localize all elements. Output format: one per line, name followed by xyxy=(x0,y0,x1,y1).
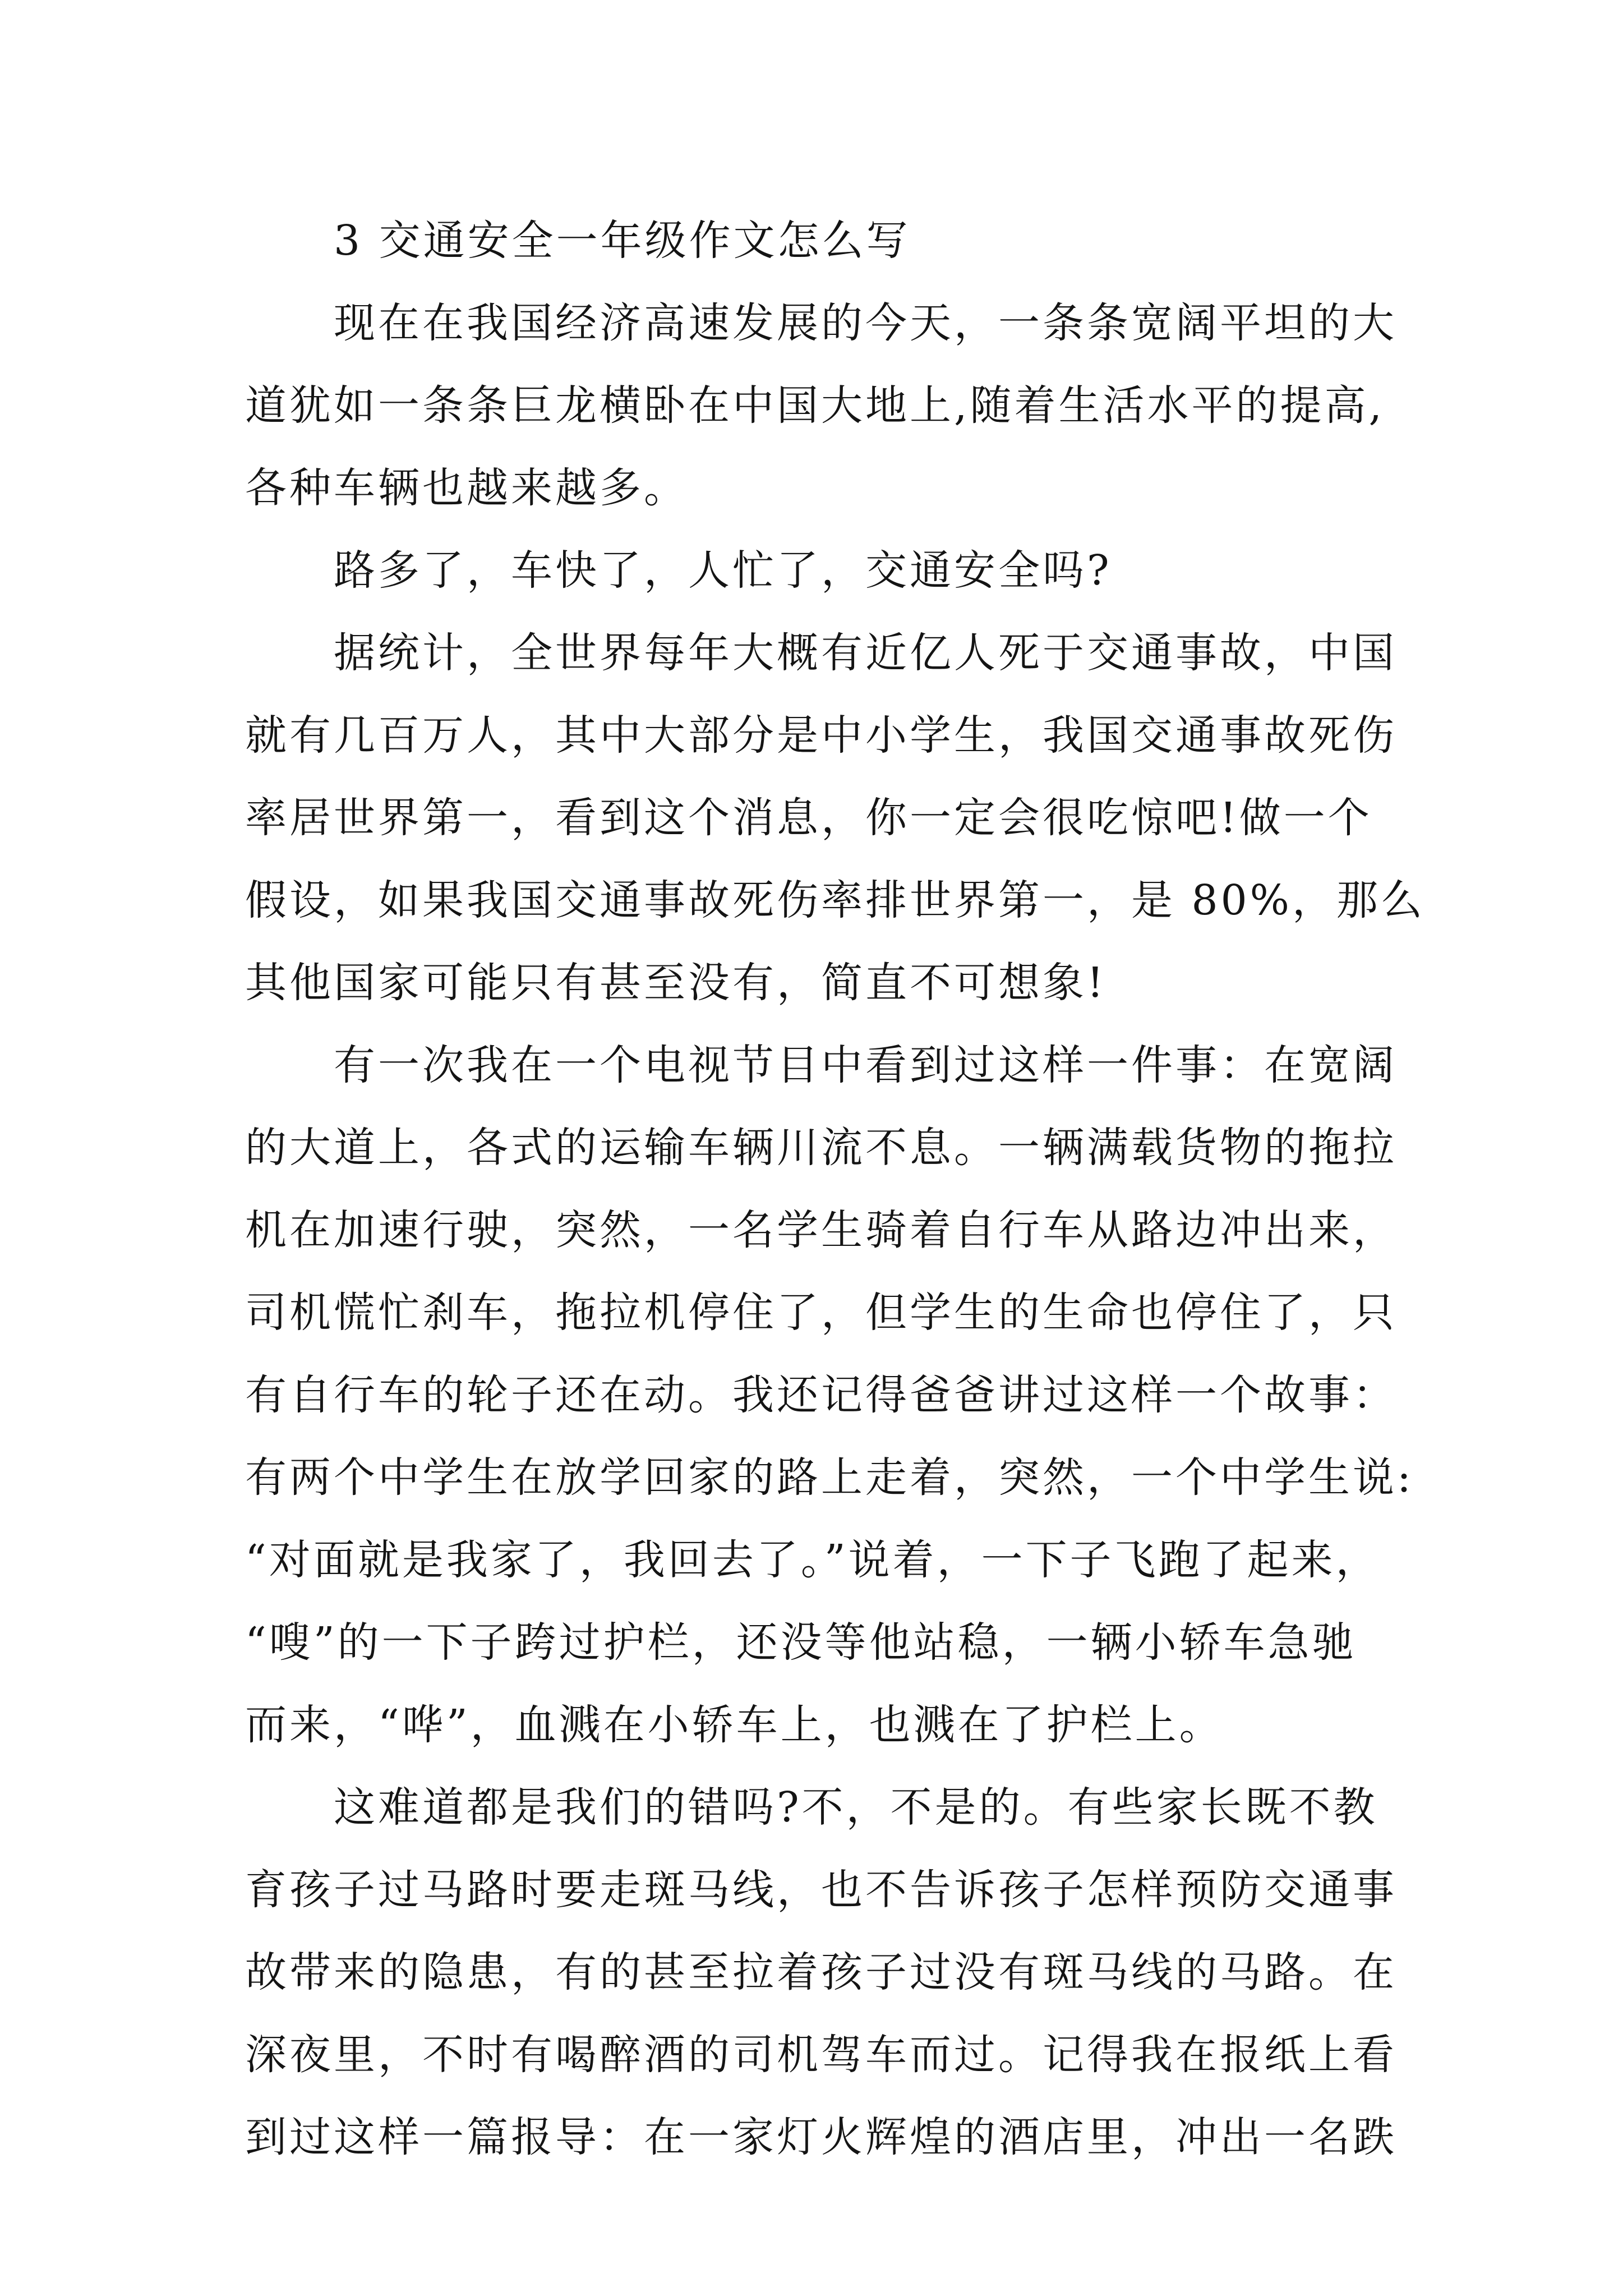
text-lines xyxy=(245,282,1425,2179)
text-line: 其他国家可能只有甚至没有，简直不可想象! xyxy=(245,959,1106,1007)
text-line: 现在在我国经济高速发展的今天，一条条宽阔平坦的大 xyxy=(334,299,1397,347)
text-line: 机在加速行驶，突然，一名学生骑着自行车从路边冲出来， xyxy=(245,1206,1397,1254)
document-title: 3 交通安全一年级作文怎么写 xyxy=(334,217,911,265)
text-line: 各种车辆也越来越多。 xyxy=(245,464,688,512)
text-line: 有一次我在一个电视节目中看到过这样一件事：在宽阔 xyxy=(334,1041,1397,1089)
text-line: 有自行车的轮子还在动。我还记得爸爸讲过这样一个故事： xyxy=(245,1371,1397,1419)
text-line: 司机慌忙刹车，拖拉机停住了，但学生的生命也停住了，只 xyxy=(245,1289,1397,1337)
text-line: 就有几百万人，其中大部分是中小学生，我国交通事故死伤 xyxy=(245,711,1397,760)
text-line: 育孩子过马路时要走斑马线，也不告诉孩子怎样预防交通事 xyxy=(245,1866,1397,1914)
text-line: 深夜里，不时有喝醉酒的司机驾车而过。记得我在报纸上看 xyxy=(245,2031,1397,2079)
document-body xyxy=(245,200,1425,2179)
text-line: “嗖”的一下子跨过护栏，还没等他站稳，一辆小轿车急驰 xyxy=(245,1618,1357,1667)
text-line: 有两个中学生在放学回家的路上走着，突然，一个中学生说: xyxy=(245,1453,1414,1502)
text-line: 道犹如一条条巨龙横卧在中国大地上,随着生活水平的提高, xyxy=(245,381,1385,430)
text-line: 假设，如果我国交通事故死伤率排世界第一，是 80%，那么 xyxy=(245,876,1425,924)
text-line: 而来，“哗”，血溅在小轿车上，也溅在了护栏上。 xyxy=(245,1701,1224,1749)
text-line: 据统计，全世界每年大概有近亿人死于交通事故，中国 xyxy=(334,629,1397,677)
text-line: 这难道都是我们的错吗?不，不是的。有些家长既不教 xyxy=(334,1783,1378,1832)
text-line: 故带来的隐患，有的甚至拉着孩子过没有斑马线的马路。在 xyxy=(245,1948,1397,1996)
text-line: 率居世界第一，看到这个消息，你一定会很吃惊吧!做一个 xyxy=(245,794,1372,842)
text-line: 的大道上，各式的运输车辆川流不息。一辆满载货物的拖拉 xyxy=(245,1124,1397,1172)
text-line: 到过这样一篇报导：在一家灯火辉煌的酒店里，冲出一名跌 xyxy=(245,2113,1397,2161)
text-line: “对面就是我家了，我回去了。”说着，一下子飞跑了起来， xyxy=(245,1536,1380,1584)
text-line: 路多了，车快了，人忙了，交通安全吗? xyxy=(334,546,1112,595)
